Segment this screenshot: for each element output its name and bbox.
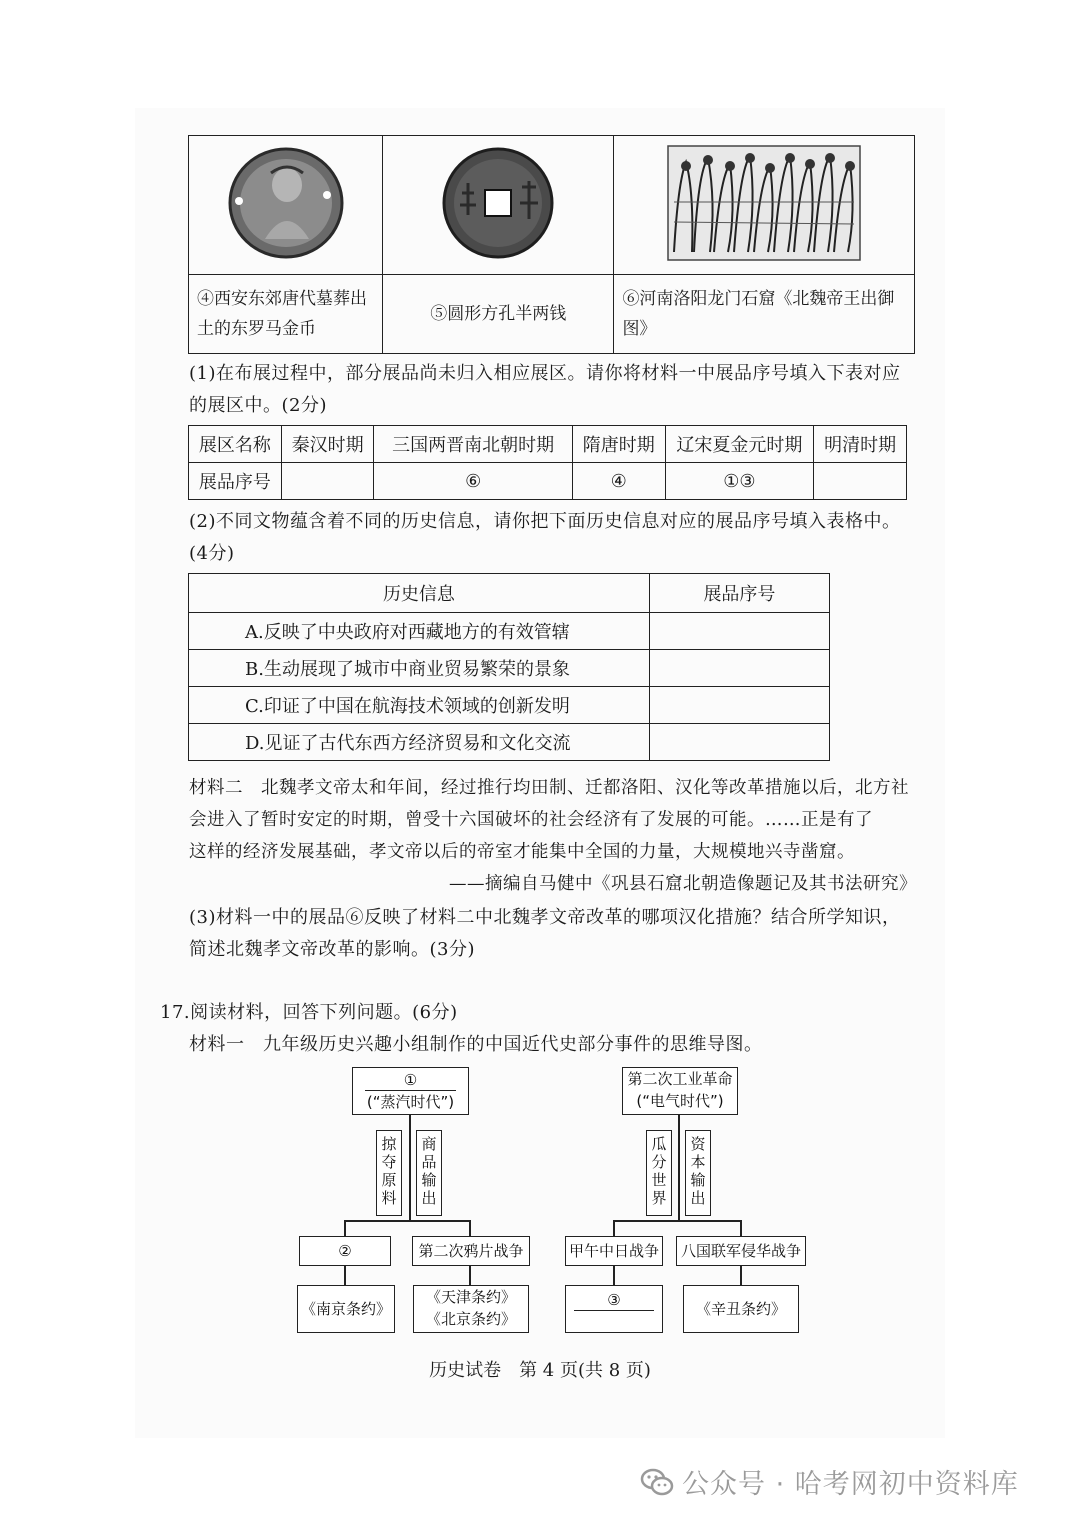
right-top-title: 第二次工业革命 [627,1070,733,1088]
vertical-char: 夺 [381,1153,397,1171]
vertical-char: 输 [421,1171,437,1189]
zone-number-cell[interactable]: ④ [572,463,665,500]
zone-number-cell[interactable] [814,463,907,500]
vertical-char: 掠 [381,1135,397,1153]
zone-name: 辽宋夏金元时期 [665,426,814,463]
right-mid-box: 甲午中日战争 [565,1236,663,1266]
vertical-char: 瓜 [651,1135,667,1153]
q1-line: 的展区中。(2分) [189,395,327,416]
zone-row-header: 展区名称 [189,426,282,463]
exhibit-image-cell [189,136,383,275]
left-top-box [352,1067,469,1115]
connector-line [344,1220,346,1236]
vertical-char: 世 [651,1171,667,1189]
connector-line [740,1265,742,1285]
connector-line [469,1265,471,1285]
q3-text [189,902,929,966]
info-row: B.生动展现了城市中商业贸易繁荣的景象 [189,650,650,687]
info-table [188,573,830,761]
vertical-char: 输 [690,1171,706,1189]
zone-number-cell[interactable]: ⑥ [374,463,572,500]
vertical-char: 资 [690,1135,706,1153]
page-footer: 历史试卷 第 4 页(共 8 页) [429,1360,651,1381]
vertical-char: 料 [381,1189,397,1207]
right-bottom-box [565,1285,663,1333]
vertical-char: 商 [421,1135,437,1153]
info-answer-cell[interactable] [649,724,829,761]
treaty-line: 《天津条约》 [425,1288,516,1306]
q17-title: 17.阅读材料，回答下列问题。(6分) [160,1002,458,1023]
q1-text [189,358,919,422]
left-mid-box [299,1236,391,1266]
left-vertical-box [416,1130,442,1216]
exhibit-image-cell [383,136,614,275]
connector-line [740,1220,742,1236]
connector-line [613,1265,615,1285]
left-bottom-box: 《南京条约》 [297,1285,395,1333]
exhibit-caption: ④西安东郊唐代墓葬出土的东罗马金币 [189,275,383,354]
material-two-line: 材料二 北魏孝文帝太和年间，经过推行均田制、迁都洛阳、汉化等改革措施以后，北方社 [189,778,909,798]
info-row: D.见证了古代东西方经济贸易和文化交流 [189,724,650,761]
zone-name: 明清时期 [814,426,907,463]
vertical-char: 品 [421,1153,437,1171]
info-row: C.印证了中国在航海技术领域的创新发明 [189,687,650,724]
info-col-header: 历史信息 [189,574,650,613]
exhibit-caption: ⑤圆形方孔半两钱 [383,275,614,354]
left-mid-box: 第二次鸦片战争 [412,1236,530,1266]
vertical-char: 原 [381,1171,397,1189]
connector-line [469,1220,471,1236]
zone-name: 三国两晋南北朝时期 [374,426,572,463]
byzantine-gold-coin-icon [221,143,351,263]
vertical-char: 出 [421,1189,437,1207]
q2-text [189,506,924,570]
material-two-line: 会进入了暂时安定的时期，曾受十六国破坏的社会经济有了发展的可能。……正是有了 [189,810,873,830]
right-vertical-box [685,1130,711,1216]
connector-line [344,1265,346,1285]
q1-line: (1)在布展过程中，部分展品尚未归入相应展区。请你将材料一中展品序号填入下表对应 [189,363,901,384]
left-vertical-box [376,1130,402,1216]
material-two-line: 这样的经济发展基础，孝文帝以后的帝室才能集中全国的力量，大规模地兴寺凿窟。 [189,842,855,862]
stone-relief-icon [664,142,864,264]
right-vertical-box [646,1130,672,1216]
vertical-char: 分 [651,1153,667,1171]
wechat-icon [640,1467,674,1497]
square-hole-coin-icon [438,143,558,263]
watermark-text: 公众号 · 哈考网初中资料库 [682,1469,1019,1500]
zone-table [188,425,907,500]
left-mid-number: ② [338,1242,352,1260]
zone-name: 隋唐时期 [572,426,665,463]
exhibit-caption: ⑥河南洛阳龙门石窟《北魏帝王出御图》 [614,275,915,354]
q2-line: (2)不同文物蕴含着不同的历史信息，请你把下面历史信息对应的展品序号填入表格中。 [189,511,901,532]
vertical-char: 本 [690,1153,706,1171]
connector-line [613,1220,615,1236]
connector-line [613,1220,741,1222]
info-col-header: 展品序号 [649,574,829,613]
zone-number-cell[interactable] [281,463,374,500]
connector-line [344,1220,470,1222]
vertical-char: 界 [651,1189,667,1207]
material-two-source: ——摘编自马健中《巩县石窟北朝造像题记及其书法研究》 [449,874,917,894]
right-bottom-number: ③ [574,1290,654,1311]
info-answer-cell[interactable] [649,650,829,687]
info-row: A.反映了中央政府对西藏地方的有效管辖 [189,613,650,650]
q2-line: (4分) [189,543,235,564]
q17-material-one: 材料一 九年级历史兴趣小组制作的中国近代史部分事件的思维导图。 [189,1034,763,1055]
exhibit-image-cell [614,136,915,275]
vertical-char: 出 [690,1189,706,1207]
left-top-subtitle: (“蒸汽时代”) [366,1093,455,1111]
right-mid-box: 八国联军侵华战争 [676,1236,806,1266]
treaty-line: 《北京条约》 [425,1310,516,1328]
material-two [189,772,929,900]
left-top-number: ① [365,1070,456,1091]
info-answer-cell[interactable] [649,613,829,650]
right-bottom-box: 《辛丑条约》 [683,1285,799,1333]
info-answer-cell[interactable] [649,687,829,724]
watermark [640,1462,1019,1501]
connector-line [409,1114,411,1220]
right-top-box [622,1067,738,1115]
zone-row-header: 展品序号 [189,463,282,500]
left-bottom-box [413,1285,529,1333]
q3-line: (3)材料一中的展品⑥反映了材料二中北魏孝文帝改革的哪项汉化措施？结合所学知识， [189,907,901,928]
zone-name: 秦汉时期 [281,426,374,463]
exhibit-table [188,135,915,354]
connector-line [678,1114,680,1220]
zone-number-cell[interactable]: ①③ [665,463,814,500]
q3-line: 简述北魏孝文帝改革的影响。(3分) [189,939,475,960]
right-top-subtitle: (“电气时代”) [636,1092,724,1110]
